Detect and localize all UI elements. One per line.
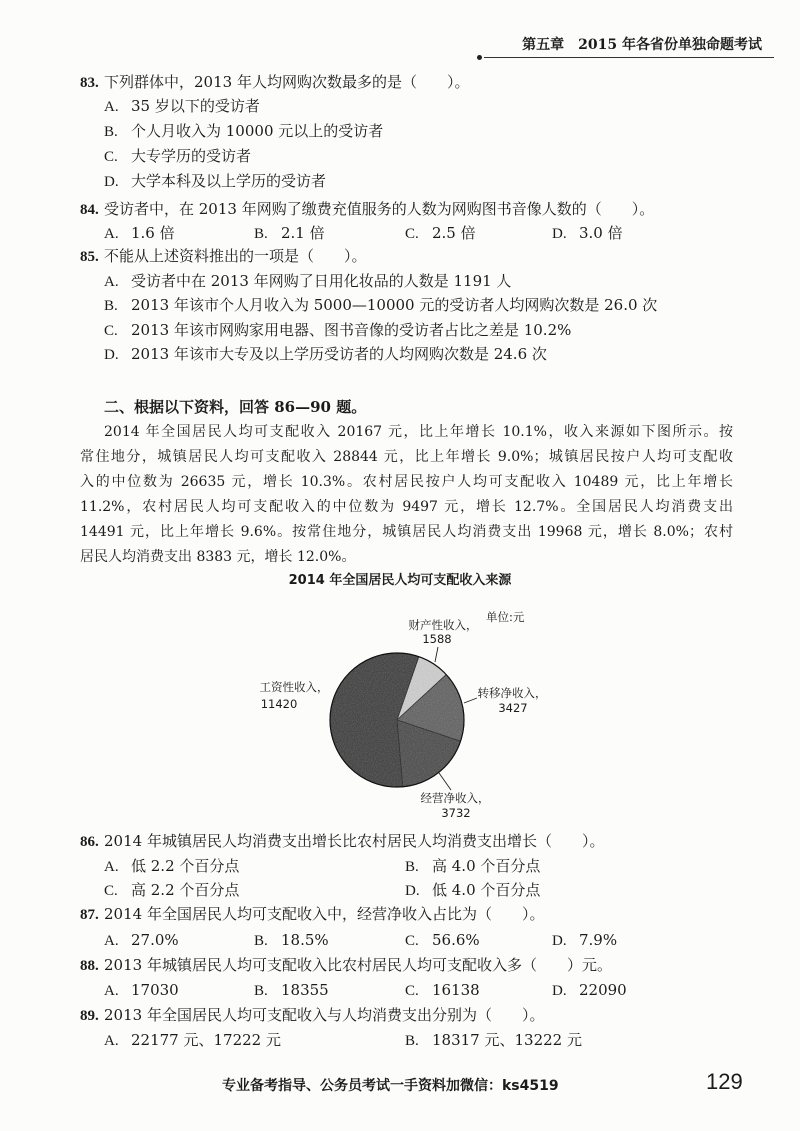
question-stem: 2014 年城镇居民人均消费支出增长比农村居民人均消费支出增长（ ）。 xyxy=(104,832,605,850)
option-text: 2.1 倍 xyxy=(281,224,325,242)
option-text: 大学本科及以上学历的受访者 xyxy=(131,172,327,190)
question-stem: 受访者中，在 2013 年网购了缴费充值服务的人数为网购图书音像人数的（ ）。 xyxy=(104,200,655,218)
option-d xyxy=(552,223,623,244)
option-a xyxy=(104,930,179,951)
label-transfer-income: 转移净收入， xyxy=(477,686,547,700)
chart-unit: 单位:元 xyxy=(486,610,525,624)
option-text: 大专学历的受访者 xyxy=(131,147,252,165)
option-letter: D. xyxy=(104,347,119,363)
question-87 xyxy=(80,904,544,925)
option-letter: D. xyxy=(552,983,567,999)
leader-line-business xyxy=(439,773,451,790)
footer-note: 专业备考指导、公务员考试一手资料加微信：ks4519 xyxy=(222,1078,559,1094)
question-84 xyxy=(80,199,654,220)
option-letter: A. xyxy=(104,983,119,999)
header-rule-dot xyxy=(477,55,482,60)
option-d xyxy=(552,930,617,951)
option-text: 35 岁以下的受访者 xyxy=(131,97,260,115)
option-text: 低 4.0 个百分点 xyxy=(432,881,541,899)
option-text: 低 2.2 个百分点 xyxy=(131,857,240,875)
option-letter: B. xyxy=(254,226,268,242)
option-letter: C. xyxy=(405,983,419,999)
option-text: 2.5 倍 xyxy=(432,224,476,242)
question-number: 89. xyxy=(80,1008,99,1024)
material-line: 2014 年全国居民人均可支配收入 20167 元，比上年增长 10.1%，收入来源如下图所示。按 xyxy=(104,424,733,440)
option-letter: A. xyxy=(104,859,119,875)
option-text: 1.6 倍 xyxy=(131,224,175,242)
option-letter: B. xyxy=(254,983,268,999)
option-text: 22177 元、17222 元 xyxy=(131,1031,281,1049)
option-c xyxy=(405,930,480,951)
question-stem: 2013 年城镇居民人均可支配收入比农村居民人均可支配收入多（ ）元。 xyxy=(104,956,612,974)
option-d xyxy=(405,880,540,901)
option-letter: D. xyxy=(552,933,567,949)
value-property-income: 1588 xyxy=(422,632,452,646)
chapter-label: 第五章 xyxy=(522,37,565,53)
option-letter: D. xyxy=(104,174,119,190)
option-text: 22090 xyxy=(579,981,627,999)
option-text: 2013 年该市大专及以上学历受访者的人均网购次数是 24.6 次 xyxy=(131,345,547,363)
option-c xyxy=(104,880,239,901)
option-letter: A. xyxy=(104,274,119,290)
option-letter: C. xyxy=(104,323,118,339)
option-letter: A. xyxy=(104,226,119,242)
question-number: 87. xyxy=(80,907,99,923)
option-d xyxy=(104,171,326,192)
option-text: 3.0 倍 xyxy=(579,224,623,242)
option-text: 18317 元、13222 元 xyxy=(432,1031,582,1049)
option-a xyxy=(104,1030,281,1051)
option-b xyxy=(405,856,540,877)
option-text: 2013 年该市个人月收入为 5000—10000 元的受访者人均网购次数是 26.0 次 xyxy=(131,296,658,314)
option-text: 17030 xyxy=(131,981,179,999)
option-letter: C. xyxy=(405,933,419,949)
option-a xyxy=(104,980,179,1001)
question-number: 86. xyxy=(80,834,99,850)
option-b xyxy=(254,223,325,244)
option-text: 高 4.0 个百分点 xyxy=(432,857,541,875)
chapter-title: 2015 年各省份单独命题考试 xyxy=(578,37,762,53)
section-heading: 二、根据以下资料，回答 86—90 题。 xyxy=(104,398,367,416)
option-d xyxy=(104,344,547,365)
option-a xyxy=(104,271,511,292)
option-text: 7.9% xyxy=(579,931,618,949)
option-text: 2013 年该市网购家用电器、图书音像的受访者占比之差是 10.2% xyxy=(131,321,572,339)
material-line: 11.2%，农村居民人均可支配收入的中位数为 9497 元，增长 12.7%。全国居民人均消费支出 xyxy=(80,499,733,515)
option-a xyxy=(104,96,260,117)
question-number: 85. xyxy=(80,249,99,265)
option-letter: A. xyxy=(104,99,119,115)
option-letter: C. xyxy=(104,149,118,165)
option-c xyxy=(405,980,480,1001)
option-c xyxy=(104,146,251,167)
option-text: 高 2.2 个百分点 xyxy=(131,881,240,899)
label-property-income: 财产性收入， xyxy=(408,618,478,632)
question-stem: 2013 年全国居民人均可支配收入与人均消费支出分别为（ ）。 xyxy=(104,1006,545,1024)
label-business-income: 经营净收入， xyxy=(420,791,490,805)
value-wage-income: 11420 xyxy=(260,697,298,711)
option-letter: D. xyxy=(552,226,567,242)
option-text: 个人月收入为 10000 元以上的受访者 xyxy=(131,122,384,140)
option-letter: C. xyxy=(405,226,419,242)
option-b xyxy=(254,930,329,951)
option-text: 受访者中在 2013 年网购了日用化妆品的人数是 1191 人 xyxy=(131,272,512,290)
question-86 xyxy=(80,831,604,852)
question-stem: 2014 年全国居民人均可支配收入中，经营净收入占比为（ ）。 xyxy=(104,905,545,923)
pie-chart xyxy=(230,598,570,828)
option-b xyxy=(254,980,329,1001)
question-85 xyxy=(80,246,367,267)
material-line: 常住地分，城镇居民人均可支配收入 28844 元，比上年增长 9.0%；城镇居民按户人均可支配收 xyxy=(80,449,733,465)
question-83 xyxy=(80,72,469,93)
question-number: 88. xyxy=(80,958,99,974)
question-number: 84. xyxy=(80,202,99,218)
option-letter: A. xyxy=(104,933,119,949)
material-line: 入的中位数为 26635 元，增长 10.3%。农村居民按户人均可支配收入 10489 元，比上年增长 xyxy=(80,474,733,490)
question-stem: 下列群体中，2013 年人均网购次数最多的是（ ）。 xyxy=(104,73,470,91)
option-letter: A. xyxy=(104,1033,119,1049)
option-letter: B. xyxy=(405,859,419,875)
option-b xyxy=(104,295,657,316)
pie-grain-overlay xyxy=(330,653,464,787)
option-letter: C. xyxy=(104,883,118,899)
option-c xyxy=(405,223,476,244)
option-text: 16138 xyxy=(432,981,480,999)
option-letter: B. xyxy=(104,124,118,140)
value-transfer-income: 3427 xyxy=(498,701,528,715)
option-b xyxy=(104,121,383,142)
option-text: 18.5% xyxy=(281,931,329,949)
chart-title: 2014 年全国居民人均可支配收入来源 xyxy=(288,573,512,588)
material-line: 14491 元，比上年增长 9.6%。按常住地分，城镇居民人均消费支出 19968 元，增长 8.0%；农村 xyxy=(80,524,733,540)
option-letter: B. xyxy=(405,1033,419,1049)
question-89 xyxy=(80,1005,544,1026)
question-stem: 不能从上述资料推出的一项是（ ）。 xyxy=(104,247,367,265)
leader-line-property xyxy=(435,647,438,662)
option-d xyxy=(552,980,627,1001)
page-number: 129 xyxy=(706,1069,743,1094)
option-text: 56.6% xyxy=(432,931,480,949)
value-business-income: 3732 xyxy=(441,806,471,820)
leader-line-transfer xyxy=(464,698,477,703)
material-line: 居民人均消费支出 8383 元，增长 12.0%。 xyxy=(80,549,356,565)
option-text: 18355 xyxy=(281,981,329,999)
option-text: 27.0% xyxy=(131,931,179,949)
label-wage-income: 工资性收入， xyxy=(259,680,329,694)
option-a xyxy=(104,223,175,244)
question-number: 83. xyxy=(80,75,99,91)
running-header xyxy=(522,35,762,55)
option-letter: B. xyxy=(104,298,118,314)
option-letter: B. xyxy=(254,933,268,949)
option-c xyxy=(104,320,571,341)
option-a xyxy=(104,856,239,877)
header-rule xyxy=(484,57,774,58)
option-b xyxy=(405,1030,582,1051)
question-88 xyxy=(80,955,612,976)
option-letter: D. xyxy=(405,883,420,899)
